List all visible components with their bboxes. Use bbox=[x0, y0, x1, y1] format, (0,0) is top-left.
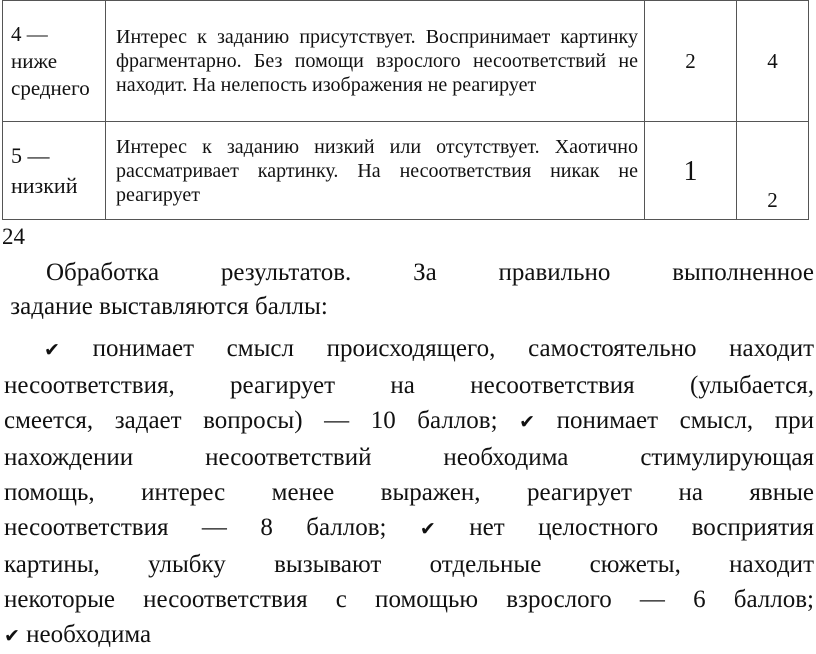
score-cell: 2 bbox=[645, 1, 737, 122]
score-cell: 2 bbox=[737, 122, 809, 220]
text-line: ✔ необходима bbox=[4, 621, 152, 648]
check-icon: ✔ bbox=[419, 518, 436, 540]
page-number: 24 bbox=[2, 224, 25, 249]
table-row bbox=[3, 122, 809, 220]
table-row bbox=[3, 1, 809, 122]
level-cell: 5 — низкий bbox=[3, 122, 106, 220]
level-cell: 4 — ниже среднего bbox=[3, 1, 106, 122]
criteria-table bbox=[2, 0, 809, 220]
text-line: смеется, задает вопросы) — 10 баллов; ✔ понимает смысл, при bbox=[4, 407, 815, 434]
results-paragraph bbox=[4, 256, 814, 324]
text-line: Обработка результатов. За правильно выполненное bbox=[46, 259, 814, 286]
check-icon: ✔ bbox=[519, 411, 536, 433]
text-line: несоответствия, реагирует на несоответствия (улыбается, bbox=[4, 372, 814, 399]
text-line: задание выставляются баллы: bbox=[10, 293, 328, 320]
score-cell: 4 bbox=[737, 1, 809, 122]
text-line: нахождении несоответствий необходима стимулирующая bbox=[4, 444, 814, 471]
text-line: помощь, интерес менее выражен, реагирует на явные bbox=[4, 479, 814, 506]
text-line: ✔ понимает смысл происходящего, самостоятельно находит bbox=[44, 335, 815, 362]
scoring-paragraph bbox=[4, 331, 814, 654]
score-cell: 1 bbox=[645, 122, 737, 220]
text-line: картины, улыбку вызывают отдельные сюжеты, находит bbox=[4, 551, 814, 578]
check-icon: ✔ bbox=[4, 625, 20, 647]
text-line: некоторые несоответствия с помощью взрослого — 6 баллов; bbox=[4, 586, 814, 613]
description-cell: Интерес к заданию низкий или отсутствует. Хаотично рассматривает картинку. На несоответствия никак не реагирует bbox=[106, 122, 645, 220]
text-line: несоответствия — 8 баллов; ✔ нет целостного восприятия bbox=[4, 514, 815, 541]
description-cell: Интерес к заданию присутствует. Воспринимает картинку фрагментарно. Без помощи взрослого несоответствий не находит. На нелепость изображения не реагирует bbox=[106, 1, 645, 122]
check-icon: ✔ bbox=[44, 339, 60, 361]
